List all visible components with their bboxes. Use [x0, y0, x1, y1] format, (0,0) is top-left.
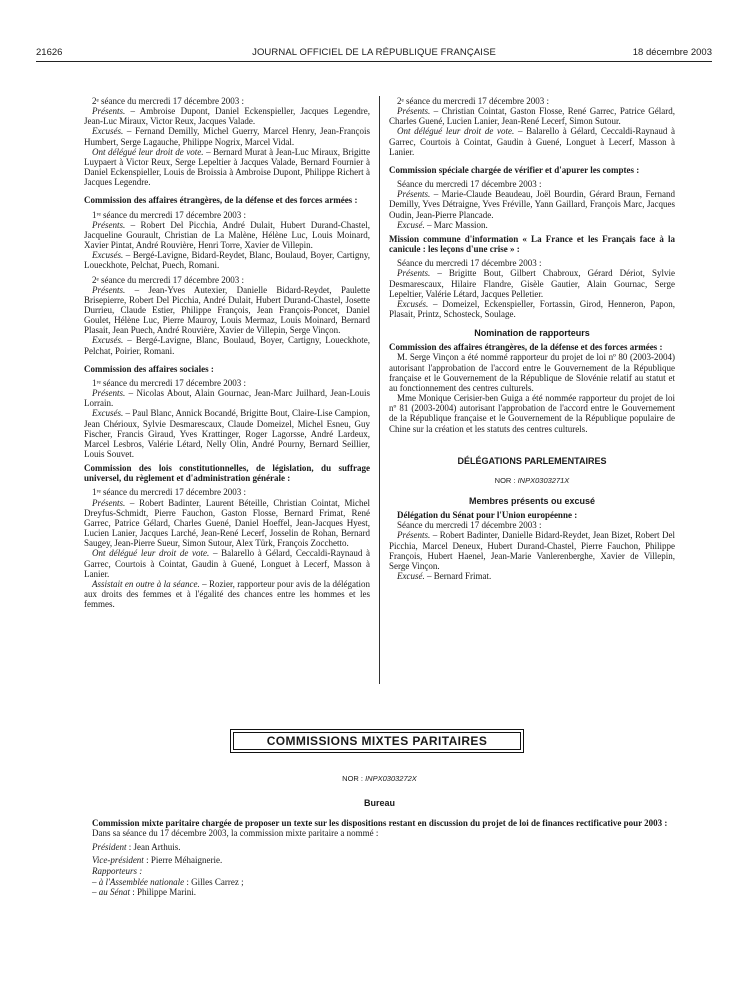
cmp-intro: Dans sa séance du 17 décembre 2003, la commission mixte paritaire a nommé : [92, 828, 379, 839]
header-rule [36, 61, 712, 62]
presents-paragraph: Présents. – Ambroise Dupont, Daniel Eckenspieller, Jacques Legendre, Jean-Luc Miraux, Victor Reux, Jacques Valade. [84, 106, 370, 127]
nor-reference: NOR : INPX0303272X [342, 774, 417, 783]
section-heading-delegations: DÉLÉGATIONS PARLEMENTAIRES [457, 455, 607, 466]
delegation-title: Délégation du Sénat pour l'Union européenne : [397, 510, 578, 521]
excuses-paragraph: Excusé. – Bernard Frimat. [397, 571, 492, 582]
delegation-paragraph: Ont délégué leur droit de vote. – Bernard Murat à Jean-Luc Miraux, Brigitte Luypaert à Victor Reux, Serge Lepeltier à Jacques Valade, Bernard Fournier à Daniel Eckenspieller, Louis de Broissia à Ambroise Dupont, Philippe Richert à Jacques Legendre. [84, 146, 370, 188]
page-header [36, 47, 712, 61]
commission-title: Commission des affaires étrangères, de la défense et des forces armées : [389, 342, 663, 353]
vice-president-line: Vice-président : Pierre Méhaignerie. [92, 855, 223, 866]
rapporteur-an-line: – à l'Assemblée nationale : Gilles Carrez ; [92, 876, 244, 887]
seance-line: 2ᵉ séance du mercredi 17 décembre 2003 : [92, 96, 244, 106]
section-heading-membres: Membres présents ou excusé [468, 496, 596, 506]
seance-line: 1ʳᵉ séance du mercredi 17 décembre 2003 : [92, 487, 246, 498]
column-divider [379, 96, 380, 684]
presents-paragraph: Présents. – Jean-Yves Autexier, Danielle Bidard-Reydet, Paulette Brisepierre, Robert Del Picchia, André Dulait, Hubert Durand-Chastel, Josette Durrieu, Claude Estier, Philippe François, Jean François-Poncet, Daniel Goulet, Hélène Luc, Pierre Mauroy, Louis Mermaz, Louis Moinard, Bernard Plasait, Jean Puech, André Rouvière, Xavier de Villepin, Serge Vinçon. [84, 284, 370, 336]
presents-paragraph: Présents. – Marie-Claude Beaudeau, Joël Bourdin, Gérard Braun, Fernand Demilly, Yves Détraigne, Yves Fréville, Yann Gaillard, François Marc, Jacques Oudin, Jean-Pierre Plancade. [389, 189, 675, 220]
nomination-paragraph: M. Serge Vinçon a été nommé rapporteur du projet de loi nº 80 (2003-2004) autorisant l'approbation de l'accord entre le Gouvernement de la République française et le Gouvernement de la République de Slovénie relatif au statut et au fonctionnement des centres culturels. [389, 352, 675, 393]
bureau-heading: Bureau [363, 797, 395, 808]
seance-line: 2ᵉ séance du mercredi 17 décembre 2003 : [397, 96, 549, 106]
rapporteur-senat-line: – au Sénat : Philippe Marini. [92, 887, 196, 898]
seance-line: 1ʳᵉ séance du mercredi 17 décembre 2003 : [92, 377, 246, 388]
presents-paragraph: Présents. – Christian Cointat, Gaston Flosse, René Garrec, Patrice Gélard, Charles Guené, Lucien Lanier, Jean-René Lecerf, Simon Sutour. [389, 106, 675, 127]
section-heading-nomination: Nomination de rapporteurs [474, 328, 590, 339]
assistait-paragraph: Assistait en outre à la séance. – Rozier, rapporteur pour avis de la délégation aux droits des femmes et à l'égalité des chances entre les hommes et les femmes. [84, 578, 370, 610]
nor-reference: NOR : INPX0303271X [494, 475, 570, 485]
commission-title: Commission des lois constitutionnelles, de législation, du suffrage universel, du règlement et d'administration générale : [84, 463, 370, 484]
commission-title: Commission spéciale chargée de vérifier et d'apurer les comptes : [389, 164, 640, 175]
presents-paragraph: Présents. – Nicolas About, Alain Gournac, Jean-Marc Juilhard, Jean-Louis Lorrain. [84, 388, 370, 409]
excuses-paragraph: Excusé. – Marc Massion. [397, 219, 488, 230]
presents-paragraph: Présents. – Robert Badinter, Laurent Béteille, Christian Cointat, Michel Dreyfus-Schmidt, Pierre Fauchon, Gaston Flosse, Bernard Frimat, René Garrec, Patrice Gélard, Charles Guené, Daniel Hoeffel, Jean-Jacques Hyest, Lucien Lanier, Jacques Larché, Jean-René Lecerf, Josselin de Rohan, Bernard Saugey, Jean-Pierre Sueur, Simon Sutour, Alex Türk, François Zocchetto. [84, 497, 370, 549]
issue-date: 18 décembre 2003 [632, 47, 712, 58]
journal-title: JOURNAL OFFICIEL DE LA RÉPUBLIQUE FRANÇAISE [252, 47, 496, 58]
seance-line: Séance du mercredi 17 décembre 2003 : [397, 258, 542, 269]
delegation-paragraph: Ont délégué leur droit de vote. – Balarello à Gélard, Ceccaldi-Raynaud à Garrec, Courtois à Cointat, Gaudin à Guené, Longuet à Lecerf, Masson à Lanier. [389, 126, 675, 157]
nomination-paragraph: Mme Monique Cerisier-ben Guiga a été nommée rapporteur du projet de loi nº 81 (2003-2004) autorisant l'approbation de l'accord entre le Gouvernement de la République française et le Gouvernement de la République populaire de Chine sur la création et les statuts des centres culturels. [389, 393, 675, 434]
president-line: Président : Jean Arthuis. [92, 841, 181, 852]
rapporteurs-label: Rapporteurs : [92, 865, 143, 876]
cmp-title: Commission mixte paritaire chargée de proposer un texte sur les dispositions restant en discussion du projet de loi de finances rectificative pour 2003 : [92, 818, 668, 829]
commission-title: Mission commune d'information « La France et les Français face à la canicule : les leçons d'une crise » : [389, 233, 675, 255]
seance-line: Séance du mercredi 17 décembre 2003 : [397, 520, 542, 531]
banner-title: COMMISSIONS MIXTES PARITAIRES [233, 732, 521, 750]
commission-title: Commission des affaires étrangères, de la défense et des forces armées : [84, 195, 358, 206]
commission-title: Commission des affaires sociales : [84, 363, 214, 374]
presents-paragraph: Présents. – Robert Badinter, Danielle Bidard-Reydet, Jean Bizet, Robert Del Picchia, Marcel Deneux, Hubert Durand-Chastel, Pierre Fauchon, Philippe François, Hubert Haenel, Jean-Marie Vanlerenberghe, Xavier de Villepin, Serge Vinçon. [389, 530, 675, 571]
seance-line: 2ᵉ séance du mercredi 17 décembre 2003 : [92, 274, 244, 285]
excuses-paragraph: Excusés. – Paul Blanc, Annick Bocandé, Brigitte Bout, Claire-Lise Campion, Jean Chérioux, Sylvie Desmarescaux, Claude Domeizel, Michel Esneu, Guy Fischer, Francis Giraud, Yves Krattinger, Roger Lagorsse, André Lardeux, Marcel Lesbros, Valérie Létard, Nelly Olin, André Pourny, Bernard Seillier, Louis Souvet. [84, 408, 370, 459]
excuses-paragraph: Excusés. – Bergé-Lavigne, Blanc, Boulaud, Boyer, Cartigny, Loueckhote, Pelchat, Poirier, Romani. [84, 335, 370, 356]
seance-line: 1ʳᵉ séance du mercredi 17 décembre 2003 : [92, 209, 246, 220]
excuses-paragraph: Excusés. – Domeizel, Eckenspieller, Fortassin, Girod, Henneron, Papon, Plasait, Printz, Schosteck, Soulage. [389, 298, 675, 319]
delegation-paragraph: Ont délégué leur droit de vote. – Balarello à Gélard, Ceccaldi-Raynaud à Garrec, Courtois à Cointat, Gaudin à Guené, Longuet à Lecerf, Masson à Lanier. [84, 548, 370, 579]
right-column [389, 96, 675, 581]
bottom-section [84, 774, 675, 898]
excuses-paragraph: Excusés. – Bergé-Lavigne, Bidard-Reydet, Blanc, Boulaud, Boyer, Cartigny, Loueckhote, Pelchat, Puech, Romani. [84, 250, 370, 271]
section-banner [230, 729, 524, 753]
presents-paragraph: Présents. – Brigitte Bout, Gilbert Chabroux, Gérard Dériot, Sylvie Desmarescaux, Hilaire Flandre, Gisèle Gautier, Alain Gournac, Serge Lepeltier, Valérie Létard, Jacques Pelletier. [389, 268, 675, 299]
excuses-paragraph: Excusés. – Fernand Demilly, Michel Guerry, Marcel Henry, Jean-François Humbert, Serge Lagauche, Philippe Nogrix, Marcel Vidal. [84, 126, 370, 147]
page-number: 21626 [36, 47, 63, 58]
seance-line: Séance du mercredi 17 décembre 2003 : [397, 179, 542, 190]
presents-paragraph: Présents. – Robert Del Picchia, André Dulait, Hubert Durand-Chastel, Jacqueline Gourault, Christian de La Malène, Hélène Luc, Louis Moinard, Xavier Pintat, André Rouvière, Henri Torre, Xavier de Villepin. [84, 219, 370, 251]
left-column [84, 96, 370, 609]
